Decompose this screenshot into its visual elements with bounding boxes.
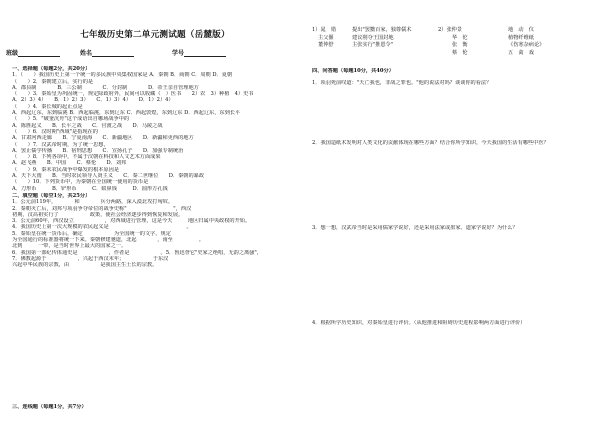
s2-line: 初期，汉高祖实行了 政策，使社会经济逐步得到恢复和发展。 bbox=[12, 211, 184, 218]
id-field[interactable] bbox=[172, 50, 226, 57]
s1-line: （ ）3．秦始皇为巩固统一，规定除政府外，民间可以收藏（ ）医书 2）农 3）种植 4）史书 bbox=[12, 91, 254, 98]
match-deed[interactable]: 建议削夺王国封地 bbox=[352, 34, 394, 41]
matching-table bbox=[312, 27, 592, 57]
name-label: 姓名 bbox=[80, 50, 93, 57]
s2-line: 北到 一带，是当时世界上最大的国家之一。 bbox=[12, 243, 127, 250]
match-achievement[interactable]: 地 动 仪 bbox=[508, 27, 534, 33]
s1-line: （ ）8．下列各项中，不属于汉朝在科技和人文艺术方面成果 bbox=[12, 154, 161, 161]
section1-heading: 一、选择题（每题2分，共20分） bbox=[12, 66, 91, 72]
id-label: 学号 bbox=[172, 50, 185, 57]
section2-lines bbox=[12, 199, 305, 268]
match-deed[interactable]: 主张实行"推恩令" bbox=[352, 42, 394, 49]
match-achievement[interactable]: 植物纤维纸 bbox=[508, 34, 534, 41]
s1-line: A．赵飞燕 B．中国 C．蔡伦 D．刘邦 bbox=[12, 160, 127, 167]
matching-row bbox=[312, 42, 592, 50]
match-scientist[interactable]: 华 佗 bbox=[452, 34, 468, 41]
answer-area-2[interactable] bbox=[312, 150, 597, 200]
s2-line: 4．我国历史上第一次大规模的农民起义是 。 bbox=[12, 224, 192, 231]
class-blank[interactable] bbox=[18, 50, 60, 57]
answer-area-1[interactable] bbox=[312, 90, 597, 138]
section1-lines bbox=[12, 72, 305, 192]
s1-line: A．罢止儒学传播 B．宿刑思想 C．宣扬孔子 D．加强专制统治 bbox=[12, 147, 184, 154]
s1-line: （ ）4．秦长城的起止点是 bbox=[12, 103, 83, 110]
name-field[interactable] bbox=[80, 50, 134, 57]
name-blank[interactable] bbox=[92, 50, 134, 57]
match-scientist[interactable]: 2）张仲景 bbox=[438, 27, 463, 33]
question-1: 1．项羽死前叹道："天亡我也，非战之罪也。"他的说法对吗？谈谈你的看法？ bbox=[312, 80, 492, 86]
s1-line: A．2）3）4） B．1）2）3） C．1）3）4） D．1）2）4） bbox=[12, 97, 174, 104]
section4-heading: 四、问答题（每题10分，共40分） bbox=[312, 68, 394, 74]
id-blank[interactable] bbox=[184, 50, 226, 57]
s2-line: 6．我国第一部纪传体通史是 ，作者是 。5．鲁迅誉它"史家之绝唱，无韵之离骚"， bbox=[12, 249, 262, 256]
question-2: 2．我国造纸术发明对人类文化的贡献体现在哪些方面？结合你所学知识，今天我国的生活有哪些中医？ bbox=[312, 140, 549, 146]
match-scientist[interactable]: 蔡 伦 bbox=[452, 49, 468, 56]
s1-line: A．陈胜起义 B．长平之战 C．官渡之战 D．马陵之战 bbox=[12, 122, 163, 129]
answer-area-3[interactable] bbox=[312, 235, 597, 295]
s1-line: （ ）2．秦朝建立后，实行的是 bbox=[12, 78, 94, 85]
match-achievement[interactable]: 五 禽 戏 bbox=[508, 49, 534, 56]
matching-row bbox=[312, 27, 592, 35]
match-person[interactable]: 1）晁 错 bbox=[312, 27, 337, 33]
s2-line: 2．秦朝灭亡后，刘邦与项羽争夺帝位的战争史称" "，西汉 bbox=[12, 205, 192, 212]
match-deed[interactable]: 提出"罢黜百家，独尊儒术 bbox=[352, 27, 412, 33]
s2-line: 3．公元前60年，西汉设立 ，对西域进行管理，这是今天 地区归属中央政权的开始。 bbox=[12, 218, 251, 225]
match-person[interactable]: 董仲舒 bbox=[318, 42, 334, 49]
section3-heading: 三、连线题（每题1分，共7分） bbox=[12, 404, 87, 410]
match-scientist[interactable]: 张 衡 bbox=[452, 42, 468, 49]
s2-line: 7．佛教起源于 ，兴起于西汉末年； 于东汉 bbox=[12, 255, 169, 262]
s1-line: 1．（ ）我国历史上第一个统一的多民族中央集权国家是 A．秦朝 B．商朝 C．周朝 D．夏朝 bbox=[12, 72, 233, 79]
s1-line: （ ）10．下列货币中，为秦朝在全国统一使用的货币是 bbox=[12, 179, 149, 186]
section2-heading: 二、填空题（每空1分，共25分） bbox=[12, 192, 91, 199]
s2-line: 5．秦始皇在统一货币后，确定 为全国统一的文字。规定 bbox=[12, 230, 234, 237]
s1-line: A．甘肃河西走廊 B．宁夏南海 C．新疆地区 D．新疆和更西的地方 bbox=[12, 135, 194, 142]
s2-line: 兴起中华民族的宗教，由 是我国主生土长的宗教。 bbox=[12, 262, 158, 269]
s2-line: 1．公元前119年， 和 兵分两路，深入漠北攻打匈奴。 bbox=[12, 199, 174, 206]
s1-line: （ ）7．汉武帝时期，为了统一思想， bbox=[12, 141, 109, 148]
s2-line: 为全国通行的标准器将统一下来。秦朝修建驰道，北起 ，南至 。 bbox=[12, 237, 204, 244]
match-achievement[interactable]: 《伤寒杂病论》 bbox=[508, 42, 545, 49]
answer-area-4[interactable] bbox=[312, 330, 597, 410]
page-title: 七年级历史第二单元测试题（岳麓版） bbox=[80, 30, 230, 40]
s1-line: A．刀形币 B．铲形币 C．蚁鼻钱 D．圆形方孔钱 bbox=[12, 185, 168, 192]
question-4: 4．根据所学历史知识，对秦始皇进行评价。（从他推进和阻碍历史进程影响两方面进行评价） bbox=[312, 320, 526, 326]
s1-line: （ ）9．秦末农民战争中爆发的根本原因是 bbox=[12, 166, 120, 173]
matching-row bbox=[312, 50, 592, 58]
student-info-row bbox=[6, 50, 306, 58]
s1-line: （ ）5．"破釜沉舟"这个成语出自哪场战争中的 bbox=[12, 116, 130, 123]
s1-line: A．郡县制 B．三公制 C．分封制 D．帝王亲自管理地方 bbox=[12, 84, 199, 91]
class-label: 班级 bbox=[6, 50, 19, 57]
s1-line: （ ）6．汉时期"西域"是指现在的 bbox=[12, 128, 98, 135]
s1-line: A．西起辽东，东到临洮 B．西起临洮，东到辽东 C．西起敦煌，东到辽东 D．西起辽东，东到长平 bbox=[12, 110, 241, 117]
s1-line: A．天下大雨 B．当时农民领导人贤主义 C．秦二世继位 D．秦朝的暴政 bbox=[12, 173, 205, 180]
left-column bbox=[12, 66, 305, 269]
match-person[interactable]: 主父偃 bbox=[318, 34, 334, 41]
question-3: 3．想一想，汉武帝当时是采用儒家学说好，还是采用法家或墨家、道家学说好？为什么？ bbox=[312, 225, 518, 231]
class-field[interactable] bbox=[6, 50, 60, 57]
